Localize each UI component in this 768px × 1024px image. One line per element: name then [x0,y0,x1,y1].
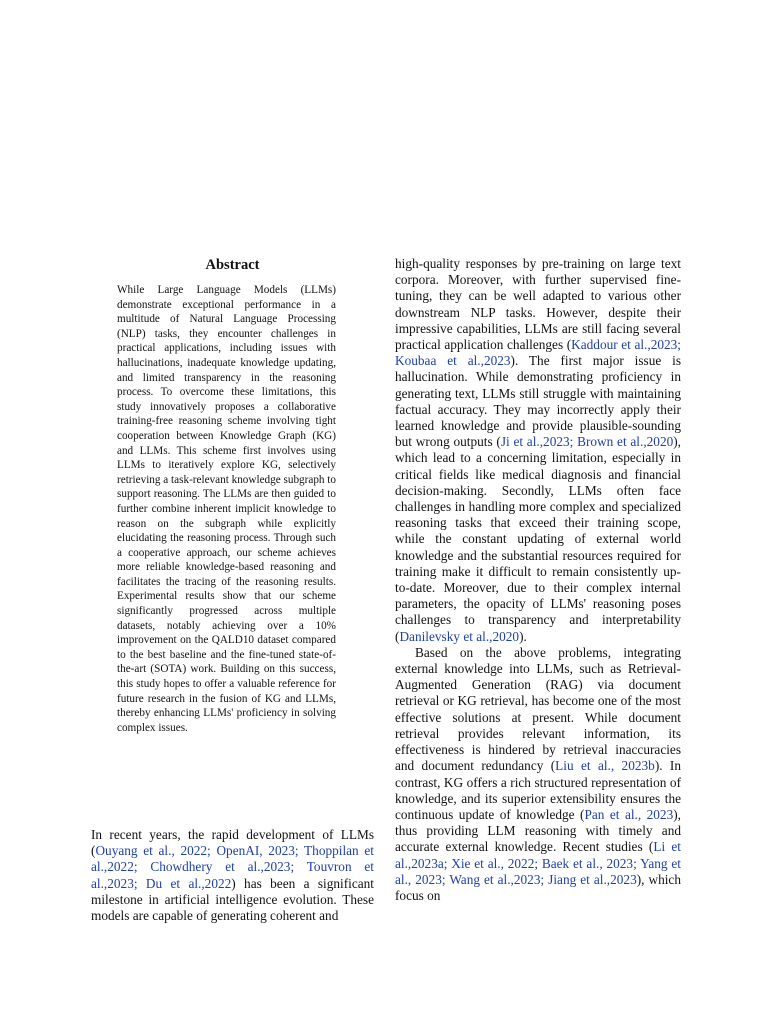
paragraph-text: ), which focus on [395,871,681,903]
intro-text-2: ) has been a significant milestone in artificial intelligence evolution. These models are capable of generating coherent and [91,875,374,924]
citation-link[interactable]: Danilevsky et al.,2020 [399,628,520,644]
paragraph-text: ), which lead to a concerning limitation, especially in critical fields like medical diagnosis and financial decision-making. Secondly, LLMs often face challenges in handling more complex and specialized reasoning tasks that exceed their training scope, while the constant updating of external world knowledge and the substantial resources required for training make it difficult to remain consistently up-to-date. Moreover, due to their complex internal parameters, the opacity of LLMs' reasoning poses challenges to transparency and interpretability ( [395,434,682,644]
paragraph-text: ), thus providing LLM reasoning with timely and accurate external knowledge. Recent studies ( [395,806,681,855]
citation-link[interactable]: Pan et al., 2023 [584,806,674,822]
paragraph-text: ). The first major issue is hallucination. While demonstrating proficiency in generating text, LLMs still struggle with maintaining factual accuracy. They may incorrectly apply their learned knowledge and provide plausible-sounding but wrong outputs ( [395,353,682,450]
paragraph-text: high-quality responses by pre-training on large text corpora. Moreover, with further supervised fine-tuning, they can be well adapted to various other downstream NLP tasks. However, despite their impressive capabilities, LLMs are still facing several practical application challenges ( [395,256,681,353]
right-paragraph-1 [395,256,681,645]
abstract-body: While Large Language Models (LLMs) demonstrate exceptional performance in a multitude of Natural Language Processing (NLP) tasks, they encounter challenges in practical applications, including issues with hallucinations, inadequate knowledge updating, and limited transparency in the reasoning process. To overcome these limitations, this study innovatively proposes a collaborative training-free reasoning scheme involving tight cooperation between Knowledge Graph (KG) and LLMs. This scheme first involves using LLMs to iteratively explore KG, selectively retrieving a task-relevant knowledge subgraph to support reasoning. The LLMs are then guided to further combine inherent implicit knowledge to reason on the subgraph while explicitly elucidating the reasoning process. Through such a cooperative approach, our scheme achieves more reliable knowledge-based reasoning and facilitates the tracing of the reasoning results. Experimental results show that our scheme significantly progressed across multiple datasets, notably achieving over a 10% improvement on the QALD10 dataset compared to the best baseline and the fine-tuned state-of-the-art (SOTA) work. Building on this success, this study hopes to offer a valuable reference for future research in the fusion of KG and LLMs, thereby enhancing LLMs' proficiency in solving complex issues. [117,284,337,734]
abstract-title: Abstract [205,257,260,273]
paragraph-text: ). [519,628,527,644]
citation-link[interactable]: Ji et al.,2023; Brown et al.,2020 [500,434,674,450]
citation-link[interactable]: Liu et al., 2023b [555,758,655,774]
citation-link[interactable]: Li et al.,2023a; Xie et al., 2022; Baek et al., 2023; Yang et al., 2023; Wang et al.,2023; Jiang et al.,2023 [395,839,681,887]
right-column [395,256,681,904]
right-paragraph-2 [395,645,681,904]
left-column [91,256,374,735]
citation-link[interactable]: Ouyang et al., 2022; OpenAI, 2023; Thoppilan et al.,2022; Chowdhery et al.,2023; Touvron et al.,2023; Du et al.,2022 [91,843,374,891]
introduction-paragraph [91,827,374,924]
intro-text-1: In recent years, the rapid development of LLMs ( [91,827,374,859]
paragraph-text: ). In contrast, KG offers a rich structured representation of knowledge, and its superior extensibility ensures the continuous update of knowledge ( [395,758,682,822]
citation-link[interactable]: Kaddour et al.,2023; Koubaa et al.,2023 [395,337,681,369]
paragraph-text: Based on the above problems, integrating external knowledge into LLMs, such as Retrieval-Augmented Generation (RAG) via document retrieval or KG retrieval, has become one of the most effective solutions at present. While document retrieval provides relevant information, its effectiveness is hindered by retrieval inaccuracies and document redundancy ( [395,644,681,774]
